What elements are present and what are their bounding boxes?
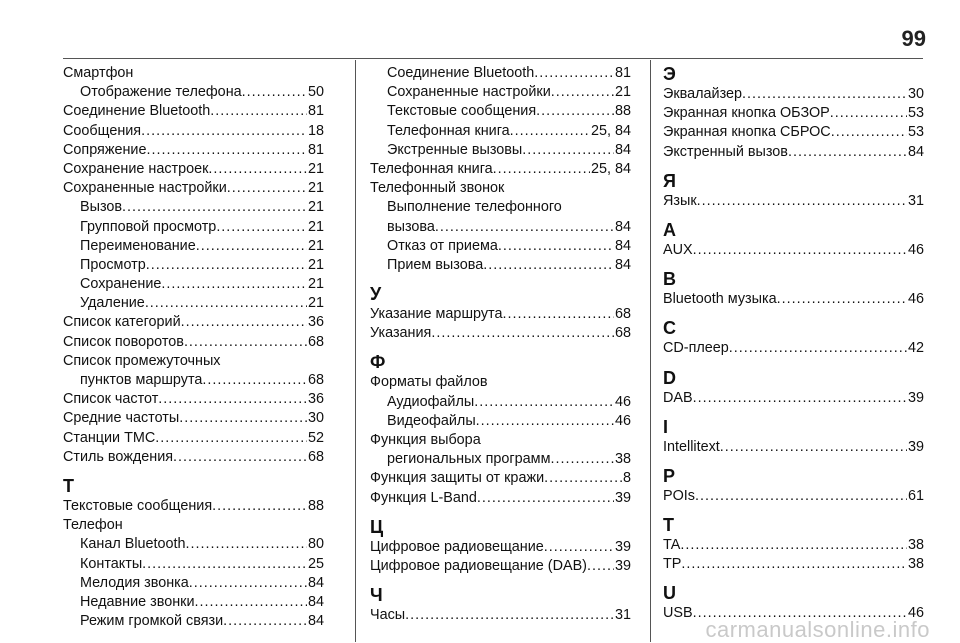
dot-leader: [493, 160, 590, 179]
page-reference: 25, 84: [590, 160, 631, 177]
dot-leader: [476, 412, 614, 431]
page-reference: 25, 84: [590, 122, 631, 139]
page-reference: 30: [907, 86, 924, 102]
dot-leader: [681, 555, 907, 574]
page-reference: 46: [907, 241, 924, 258]
index-entry: [663, 85, 924, 104]
page-reference: 84: [614, 237, 631, 254]
entry-term: Текстовые сообщения: [63, 497, 213, 514]
letter-heading: P: [663, 465, 676, 486]
entry-term: Выполнение телефонного: [387, 199, 562, 216]
index-entry: [370, 538, 631, 557]
dot-leader: [208, 160, 307, 179]
page-reference: 50: [307, 84, 324, 101]
dot-leader: [483, 256, 614, 275]
page-reference: 25: [307, 555, 324, 572]
dot-leader: [142, 555, 307, 574]
entry-term: Функция выбора: [370, 432, 481, 448]
entry-term: Цифровое радиовещание: [370, 538, 544, 555]
index-entry: [63, 275, 324, 294]
page-reference: 38: [907, 537, 924, 554]
dot-leader: [693, 241, 907, 260]
letter-heading: Т: [63, 475, 74, 496]
index-entry: [370, 393, 631, 412]
watermark: carmanualsonline.info: [705, 617, 930, 642]
entry-term: Сопряжение: [63, 141, 147, 158]
page-reference: 88: [307, 497, 324, 514]
entry-term: региональных программ: [387, 451, 551, 468]
index-entry: [63, 390, 324, 409]
dot-leader: [534, 64, 614, 83]
dot-leader: [697, 192, 907, 211]
dot-leader: [146, 141, 307, 160]
page-reference: 39: [907, 389, 924, 406]
letter-heading: B: [663, 269, 676, 290]
index-entry: [370, 83, 631, 102]
page-reference: 31: [614, 607, 631, 624]
index-entry: [63, 141, 324, 160]
index-entry: [63, 612, 324, 631]
letter-heading: Я: [663, 170, 676, 191]
index-group-label: [370, 431, 631, 450]
index-entry: [370, 489, 631, 508]
index-entry: [370, 237, 631, 256]
index-entry: [63, 429, 324, 448]
dot-leader: [242, 83, 307, 102]
index-entry: [370, 412, 631, 431]
entry-term: Мелодия звонка: [80, 574, 189, 591]
index-entry: [663, 536, 924, 555]
index-entry: [663, 104, 924, 123]
index-entry: [370, 160, 631, 179]
page-reference: 46: [907, 605, 924, 622]
index-entry: [63, 83, 324, 102]
page-reference: 46: [907, 291, 924, 308]
index-entry: [370, 324, 631, 343]
entry-term: Эквалайзер: [663, 86, 743, 102]
page-reference: 46: [614, 393, 631, 410]
index-group-label: [370, 179, 631, 198]
index-entry: [663, 192, 924, 211]
dot-leader: [693, 389, 907, 408]
dot-leader: [181, 313, 307, 332]
index-entry: [63, 256, 324, 275]
page-reference: 18: [307, 122, 324, 139]
entry-term: Отказ от приема: [387, 237, 498, 254]
entry-term: Телефон: [63, 517, 123, 534]
entry-term: Вызов: [80, 199, 123, 216]
index-entry: [663, 143, 924, 162]
dot-leader: [216, 218, 307, 237]
page-reference: 68: [307, 333, 324, 350]
entry-term: Сохранение: [80, 276, 162, 293]
index-column-3: [663, 64, 924, 624]
letter-heading: U: [663, 583, 676, 604]
letter-heading: D: [663, 367, 676, 388]
page-reference: 21: [307, 218, 324, 235]
entry-term: Видеофайлы: [387, 412, 476, 429]
index-entry: [63, 160, 324, 179]
page-reference: 46: [614, 412, 631, 429]
index-entry: [63, 555, 324, 574]
page-reference: 42: [907, 340, 924, 357]
entry-term: Прием вызова: [387, 256, 484, 273]
entry-term: Функция L-Band: [370, 489, 477, 506]
entry-term: Intellitext: [663, 438, 720, 455]
page-reference: 84: [614, 218, 631, 235]
dot-leader: [474, 393, 614, 412]
page-reference: 68: [614, 306, 631, 323]
entry-term: Недавние звонки: [80, 593, 195, 610]
letter-heading: Ц: [370, 516, 384, 537]
entry-term: Список поворотов: [63, 333, 184, 350]
entry-term: Телефонная книга: [387, 122, 510, 139]
page-reference: 68: [614, 325, 631, 342]
page-reference: 68: [307, 448, 324, 465]
index-entry: [370, 102, 631, 121]
index-entry: [370, 64, 631, 83]
page-reference: 39: [614, 538, 631, 555]
column-divider: [355, 60, 356, 642]
index-entry: [370, 606, 631, 625]
index-entry: [663, 389, 924, 408]
index-entry: [63, 294, 324, 313]
index-entry: [663, 241, 924, 260]
dot-leader: [431, 324, 614, 343]
dot-leader: [145, 294, 307, 313]
entry-term: Список промежуточных: [63, 352, 221, 369]
dot-leader: [155, 429, 307, 448]
index-group-label: [370, 198, 631, 217]
entry-term: Средние частоты: [63, 410, 180, 427]
index-entry: [663, 438, 924, 457]
letter-heading: A: [663, 219, 676, 240]
page-reference: 84: [614, 141, 631, 158]
index-entry: [63, 102, 324, 121]
entry-term: DAB: [663, 389, 693, 406]
page-reference: 81: [614, 65, 631, 81]
entry-term: Просмотр: [80, 256, 146, 273]
index-group-label: [370, 373, 631, 392]
page-reference: 81: [307, 141, 324, 158]
index-entry: [63, 371, 324, 390]
index-entry: [663, 339, 924, 358]
entry-term: Экстренные вызовы: [387, 141, 523, 158]
page-reference: 38: [614, 451, 631, 468]
letter-heading: Э: [663, 64, 676, 84]
index-entry: [370, 469, 631, 488]
page-reference: 80: [307, 536, 324, 553]
entry-term: Сохраненные настройки: [387, 84, 551, 101]
page-reference: 8: [622, 470, 631, 487]
dot-leader: [788, 143, 907, 162]
index-entry: [63, 409, 324, 428]
dot-leader: [720, 438, 907, 457]
page-reference: 21: [307, 295, 324, 312]
dot-leader: [830, 104, 907, 123]
entry-term: AUX: [663, 241, 693, 258]
page-reference: 84: [614, 256, 631, 273]
dot-leader: [777, 290, 907, 309]
dot-leader: [161, 275, 307, 294]
entry-term: Аудиофайлы: [387, 393, 475, 410]
index-entry: [63, 497, 324, 516]
page-reference: 52: [307, 429, 324, 446]
dot-leader: [550, 450, 614, 469]
dot-leader: [202, 371, 307, 390]
letter-heading: Ф: [370, 352, 386, 373]
entry-term: Стиль вождения: [63, 448, 174, 465]
page-reference: 36: [307, 314, 324, 331]
dot-leader: [223, 612, 307, 631]
index-entry: [370, 450, 631, 469]
dot-leader: [158, 390, 307, 409]
entry-term: POIs: [663, 487, 695, 504]
dot-leader: [536, 102, 614, 121]
index-entry: [663, 555, 924, 574]
page-reference: 21: [614, 84, 631, 101]
entry-term: Соединение Bluetooth: [387, 65, 535, 81]
dot-leader: [122, 198, 307, 217]
entry-term: Удаление: [80, 295, 145, 312]
entry-term: Bluetooth музыка: [663, 291, 777, 308]
dot-leader: [742, 85, 907, 104]
dot-leader: [510, 122, 590, 141]
index-group-label: [63, 516, 324, 535]
index-group-label: [63, 352, 324, 371]
letter-heading: Ч: [370, 585, 383, 606]
letter-heading: I: [663, 416, 669, 437]
entry-term: Список частот: [63, 391, 159, 408]
index-entry: [63, 593, 324, 612]
dot-leader: [551, 83, 614, 102]
index-entry: [63, 574, 324, 593]
letter-heading: У: [370, 284, 382, 305]
entry-term: Экранная кнопка ОБЗОР: [663, 105, 830, 122]
page-reference: 30: [307, 410, 324, 427]
dot-leader: [729, 339, 907, 358]
index-entry: [370, 122, 631, 141]
dot-leader: [173, 448, 307, 467]
page-reference: 21: [307, 180, 324, 197]
index-entry: [63, 122, 324, 141]
page-reference: 21: [307, 256, 324, 273]
entry-term: Цифровое радиовещание (DAB): [370, 557, 587, 574]
index-entry: [370, 218, 631, 237]
header-rule: [63, 58, 923, 59]
index-entry: [63, 198, 324, 217]
dot-leader: [179, 409, 307, 428]
index-entry: [663, 290, 924, 309]
entry-term: Язык: [663, 192, 697, 209]
entry-term: USB: [663, 605, 693, 622]
entry-term: Телефонный звонок: [370, 180, 505, 197]
letter-heading: C: [663, 318, 676, 339]
entry-term: Телефонная книга: [370, 160, 493, 177]
index-entry: [663, 123, 924, 142]
entry-term: Станции TMC: [63, 429, 156, 446]
index-column-1: [63, 64, 324, 631]
dot-leader: [210, 102, 307, 121]
page-reference: 38: [907, 556, 924, 573]
page-reference: 39: [614, 489, 631, 506]
entry-term: Сохранение настроек: [63, 160, 209, 177]
index-entry: [663, 487, 924, 506]
page-reference: 88: [614, 103, 631, 120]
dot-leader: [212, 497, 307, 516]
dot-leader: [194, 593, 307, 612]
entry-term: Указание маршрута: [370, 306, 503, 323]
index-entry: [63, 218, 324, 237]
page-reference: 81: [307, 103, 324, 120]
entry-term: Соединение Bluetooth: [63, 103, 211, 120]
entry-term: Режим громкой связи: [80, 613, 224, 630]
index-entry: [63, 333, 324, 352]
page-reference: 68: [307, 372, 324, 388]
entry-term: пунктов маршрута: [80, 372, 203, 388]
column-divider: [650, 60, 651, 642]
entry-term: Смартфон: [63, 65, 134, 81]
dot-leader: [502, 305, 614, 324]
index-entry: [370, 141, 631, 160]
dot-leader: [405, 606, 614, 625]
index-entry: [370, 557, 631, 576]
entry-term: Отображение телефона: [80, 84, 242, 101]
index-group-label: [63, 64, 324, 83]
page-reference: 84: [307, 593, 324, 610]
page-reference: 53: [907, 105, 924, 122]
page-reference: 21: [307, 237, 324, 254]
page-reference: 84: [907, 143, 924, 160]
dot-leader: [695, 487, 907, 506]
entry-term: Переименование: [80, 237, 196, 254]
entry-term: Экранная кнопка СБРОС: [663, 124, 831, 141]
dot-leader: [189, 574, 307, 593]
letter-heading: T: [663, 515, 674, 536]
dot-leader: [498, 237, 614, 256]
dot-leader: [477, 489, 614, 508]
dot-leader: [146, 256, 307, 275]
index-entry: [63, 237, 324, 256]
page-reference: 53: [907, 124, 924, 141]
dot-leader: [544, 469, 622, 488]
entry-term: TA: [663, 537, 681, 554]
entry-term: Контакты: [80, 555, 143, 572]
page-reference: 39: [907, 438, 924, 455]
page-reference: 31: [907, 192, 924, 209]
page-number: 99: [901, 26, 926, 51]
dot-leader: [435, 218, 614, 237]
entry-term: Сохраненные настройки: [63, 180, 227, 197]
dot-leader: [522, 141, 614, 160]
index-entry: [63, 313, 324, 332]
page-reference: 21: [307, 160, 324, 177]
entry-term: Указания: [370, 325, 432, 342]
dot-leader: [544, 538, 614, 557]
entry-term: Часы: [370, 607, 406, 624]
entry-term: Сообщения: [63, 122, 142, 139]
dot-leader: [680, 536, 907, 555]
index-entry: [370, 256, 631, 275]
dot-leader: [141, 122, 307, 141]
entry-term: вызова: [387, 218, 435, 235]
entry-term: Функция защиты от кражи: [370, 470, 545, 487]
index-column-2: [370, 64, 631, 625]
index-entry: [370, 305, 631, 324]
dot-leader: [227, 179, 307, 198]
page-reference: 84: [307, 574, 324, 591]
entry-term: Экстренный вызов: [663, 143, 788, 160]
index-entry: [63, 448, 324, 467]
entry-term: Канал Bluetooth: [80, 536, 186, 553]
dot-leader: [587, 557, 614, 576]
entry-term: Групповой просмотр: [80, 218, 217, 235]
page-reference: 39: [614, 557, 631, 574]
page-reference: 21: [307, 276, 324, 293]
page-reference: 61: [907, 487, 924, 504]
page-reference: 21: [307, 199, 324, 216]
dot-leader: [196, 237, 307, 256]
dot-leader: [186, 535, 307, 554]
entry-term: Текстовые сообщения: [387, 103, 537, 120]
index-entry: [63, 535, 324, 554]
index-entry: [63, 179, 324, 198]
dot-leader: [831, 123, 907, 142]
entry-term: TP: [663, 556, 682, 573]
page-reference: 36: [307, 391, 324, 408]
page-reference: 84: [307, 613, 324, 630]
entry-term: CD-плеер: [663, 340, 729, 357]
dot-leader: [184, 333, 307, 352]
entry-term: Форматы файлов: [370, 374, 488, 391]
entry-term: Список категорий: [63, 314, 181, 331]
